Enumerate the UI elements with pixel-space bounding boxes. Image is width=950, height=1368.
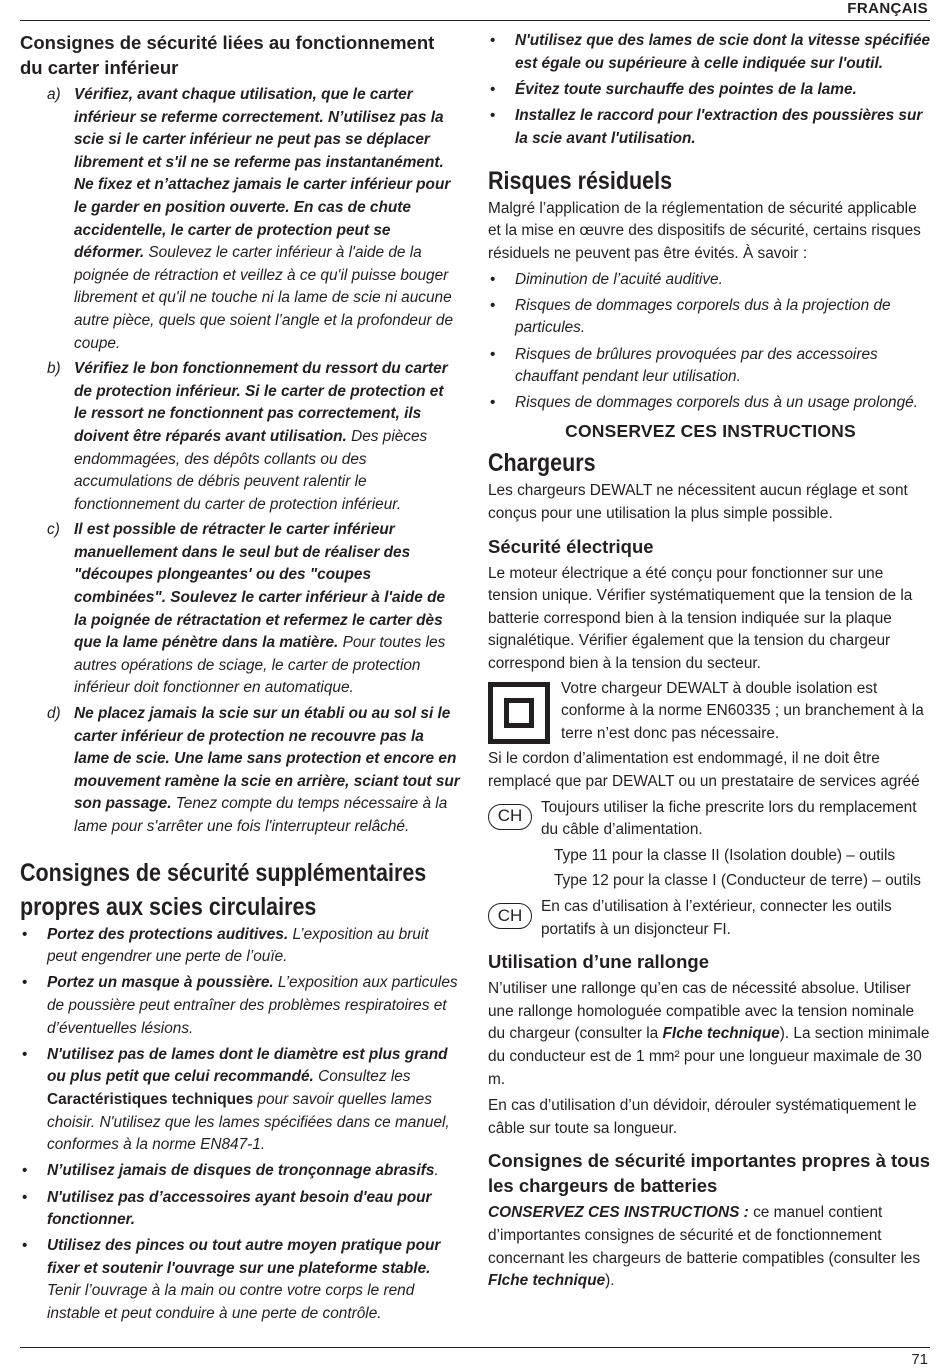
list-item xyxy=(488,344,933,389)
list-item xyxy=(488,269,933,292)
list-item xyxy=(20,924,460,969)
item-bold: Ne placez jamais la scie sur un établi ou au sol si le carter inférieur de protection ne recouvre pas la lame de scie. Une lame sans protection et encore en mouvement ramène la scie en arrière, sciant tout sur son passage. xyxy=(74,705,460,813)
extension-heading: Utilisation d’une rallonge xyxy=(488,951,709,973)
item-bold: N'utilisez pas d’accessoires ayant besoin d'eau pour fonctionner. xyxy=(47,1188,432,1229)
type12-text: Type 12 pour la classe I (Conducteur de terre) – outils xyxy=(554,872,922,890)
keep-instructions: CONSERVEZ CES INSTRUCTIONS xyxy=(565,420,856,441)
lower-guard-list xyxy=(20,84,460,839)
bullet: • xyxy=(490,32,496,49)
item-text: Risques de brûlures provoquées par des accessoires chauffant pendant leur utilisation. xyxy=(515,345,878,386)
item-bold: Vérifiez le bon fonctionnement du ressort du carter de protection inférieur. Si le carter de protection et le ressort ne fonctionnent pas correctement, ils doivent être réparés avant utilisation. xyxy=(74,360,448,445)
item-bold: N’utilisez jamais de disques de tronçonnage abrasifs xyxy=(47,1162,435,1180)
bullet: • xyxy=(490,80,496,98)
ch-badge-icon: CH xyxy=(488,804,532,830)
list-item xyxy=(488,392,933,415)
left-column xyxy=(20,30,460,1329)
ch-plug-row xyxy=(488,797,933,842)
additional-heading-line2: propres aux scies circulaires xyxy=(20,892,317,921)
item-normal: pour savoir quelles lames choisir. N'utilisez que les lames spécifiées dans ce manuel, conformes à la norme EN847-1. xyxy=(47,1090,450,1154)
important-text-a: ce manuel contient d’importantes consignes de sécurité et de fonctionnement concernant les chargeurs de batterie compatibles (consulter les xyxy=(488,1204,921,1267)
important-text-b: ). xyxy=(605,1272,615,1290)
bullet: • xyxy=(490,106,496,124)
list-item xyxy=(20,1187,460,1232)
spec-reference: Caractéristiques techniques xyxy=(47,1090,254,1108)
chargers-intro: Les chargeurs DEWALT ne nécessitent aucun réglage et sont conçus pour une utilisation la plus simple possible. xyxy=(488,482,908,523)
residual-intro: Malgré l’application de la réglementation de sécurité applicable et la mise en œuvre des dispositifs de sécurité, certains risques résiduels ne peuvent pas être évités. À savoir : xyxy=(488,199,921,262)
item-bold: Évitez toute surchauffe des pointes de la lame. xyxy=(515,80,857,98)
item-normal: Tenez compte du temps nécessaire à la lame pour s'arrêter une fois l'interrupteur relâché. xyxy=(74,795,448,835)
language-label: FRANÇAIS xyxy=(847,0,928,17)
bullet: • xyxy=(22,1162,28,1180)
spec-reference: FIche technique xyxy=(662,1025,780,1043)
item-normal: Des pièces endommagées, des dépôts collants ou des accumulations de débris peuvent ralentir le fonctionnement du carter de protection inférieur. xyxy=(74,427,428,513)
bullet: • xyxy=(490,345,496,363)
item-normal: Pour toutes les autres opérations de sciage, le carter de protection inférieur doit fonctionner en automatique. xyxy=(74,634,446,697)
electrical-para: Le moteur électrique a été conçu pour fonctionner sur une tension unique. Vérifier systématiquement que la tension de la batterie correspond bien à la tension indiquée sur la plaque signalétique. Vérifier également que la tension du chargeur correspond bien à la tension du secteur. xyxy=(488,564,913,673)
item-text xyxy=(74,519,460,700)
item-text xyxy=(74,703,460,839)
item-text xyxy=(74,358,460,516)
footer-rule xyxy=(20,1347,930,1348)
lower-guard-item-d xyxy=(20,703,460,839)
item-bold: Installez le raccord pour l'extraction des poussières sur la scie avant l'utilisation. xyxy=(515,106,923,147)
bullet: • xyxy=(22,974,28,992)
list-item xyxy=(20,1235,460,1325)
bullet: • xyxy=(22,1237,28,1255)
item-text: Risques de dommages corporels dus à la projection de particules. xyxy=(515,296,891,337)
item-bold: Portez des protections auditives. xyxy=(47,925,289,943)
ch-badge-icon: CH xyxy=(488,903,532,929)
item-normal: L’exposition aux particules de poussière peut entraîner des problèmes respiratoires et d’éventuelles lésions. xyxy=(47,974,458,1037)
item-text xyxy=(74,84,460,355)
bullet: • xyxy=(490,296,496,314)
blade-list xyxy=(488,30,933,150)
double-insulation-text: Votre chargeur DEWALT à double isolation est conforme à la norme EN60335 ; un branchement à la terre n’est donc pas nécessaire. xyxy=(561,679,924,742)
item-normal: L’exposition au bruit peut engendrer une perte de l’ouïe. xyxy=(47,925,429,966)
extension-para2: En cas d’utilisation d’un dévidoir, dérouler systématiquement le câble sur toute sa longueur. xyxy=(488,1097,917,1137)
additional-heading-line1: Consignes de sécurité supplémentaires xyxy=(20,858,427,887)
bullet: • xyxy=(22,1188,28,1206)
ch-outdoor-text: En cas d’utilisation à l’extérieur, connecter les outils portatifs à un disjoncteur FI. xyxy=(541,897,892,938)
lower-guard-item-c xyxy=(20,519,460,700)
list-item xyxy=(488,30,933,75)
item-label: c) xyxy=(47,521,60,539)
page-number: 71 xyxy=(911,1351,928,1368)
bullet: • xyxy=(22,925,28,943)
double-insulation-block xyxy=(488,678,933,746)
item-bold: Utilisez des pinces ou tout autre moyen pratique pour fixer et soutenir l'ouvrage sur une plateforme stable. xyxy=(47,1237,441,1277)
type11-text: Type 11 pour la classe II (Isolation double) – outils xyxy=(554,846,896,864)
item-bold: N'utilisez que des lames de scie dont la vitesse spécifiée est égale ou supérieure à celle indiquée sur l'outil. xyxy=(515,32,931,72)
list-item xyxy=(488,79,933,102)
item-text: Diminution de l’acuité auditive. xyxy=(515,270,723,288)
item-label: b) xyxy=(47,360,61,378)
extension-text-b: ). La section minimale du conducteur est de 1 mm² pour une longueur maximale de 30 m. xyxy=(488,1025,930,1088)
residual-list xyxy=(488,269,933,415)
important-para xyxy=(488,1202,933,1292)
chargers-heading: Chargeurs xyxy=(488,449,596,478)
electrical-heading: Sécurité électrique xyxy=(488,535,654,557)
item-text: Risques de dommages corporels dus à un usage prolongé. xyxy=(515,394,918,412)
item-bold: Il est possible de rétracter le carter inférieur manuellement dans le seul but de réaliser des "découpes plongeantes' ou des "coupes combinées". Soulevez le carter inférieur à l'aide de la poignée de rétractation et refermez le carter dès que la lame pénètre dans la matière. xyxy=(74,521,446,652)
item-normal: Tenir l’ouvrage à la main ou contre votre corps le rend instable et peut conduire à une perte de contrôle. xyxy=(47,1282,415,1323)
spec-reference: FIche technique xyxy=(488,1272,606,1290)
list-item xyxy=(20,972,460,1040)
item-normal: . xyxy=(434,1162,439,1180)
lower-guard-heading: Consignes de sécurité liées au fonctionnement du carter inférieur xyxy=(20,32,435,78)
bullet: • xyxy=(22,1045,28,1063)
extension-para1 xyxy=(488,978,933,1091)
item-label: d) xyxy=(47,705,61,723)
keep-label: CONSERVEZ CES INSTRUCTIONS : xyxy=(488,1204,749,1222)
header-rule xyxy=(20,20,930,21)
lower-guard-item-a xyxy=(20,84,460,355)
ch-plug-text: Toujours utiliser la fiche prescrite lors du remplacement du câble d’alimentation. xyxy=(541,798,917,839)
bullet: • xyxy=(490,270,496,288)
bullet: • xyxy=(490,394,496,412)
residual-heading: Risques résiduels xyxy=(488,166,673,195)
right-column xyxy=(488,30,933,1293)
list-item xyxy=(20,1044,460,1157)
item-bold: Vérifiez, avant chaque utilisation, que le carter inférieur se referme correctement. N’utilisez pas la scie si le carter inférieur ne peut pas se déplacer librement et s'il ne se referme pas instantanément. Ne fixez et n’attachez jamais le carter inférieur pour le garder en position ouverte. En cas de chute accidentelle, le carter de protection peut se déformer. xyxy=(74,86,451,262)
important-heading: Consignes de sécurité importantes propres à tous les chargeurs de batteries xyxy=(488,1150,931,1197)
extension-text-a: N’utiliser une rallonge qu’en cas de nécessité absolue. Utiliser une rallonge homologuée compatible avec la tension nominale du chargeur (consulter la xyxy=(488,980,915,1043)
lower-guard-item-b xyxy=(20,358,460,516)
additional-list xyxy=(20,924,460,1326)
list-item xyxy=(488,105,933,150)
double-insulation-icon xyxy=(488,682,550,744)
list-item xyxy=(488,295,933,340)
ch-outdoor-row xyxy=(488,896,933,941)
item-bold: N'utilisez pas de lames dont le diamètre est plus grand ou plus petit que celui recommandé. xyxy=(47,1045,448,1086)
list-item xyxy=(20,1160,460,1183)
cord-para: Si le cordon d’alimentation est endommagé, il ne doit être remplacé que par DEWALT ou un prestataire de services agréé xyxy=(488,750,920,790)
item-normal: Soulevez le carter inférieur à l'aide de la poignée de rétraction et veillez à ce qu'il puisse bouger librement et qu'il ne touche ni la lame de scie ni aucune autre pièce, quels que soient l’angle et la profondeur de coupe. xyxy=(74,244,454,352)
item-normal: Consultez les xyxy=(313,1068,411,1086)
item-bold: Portez un masque à poussière. xyxy=(47,974,274,992)
item-label: a) xyxy=(47,86,61,103)
